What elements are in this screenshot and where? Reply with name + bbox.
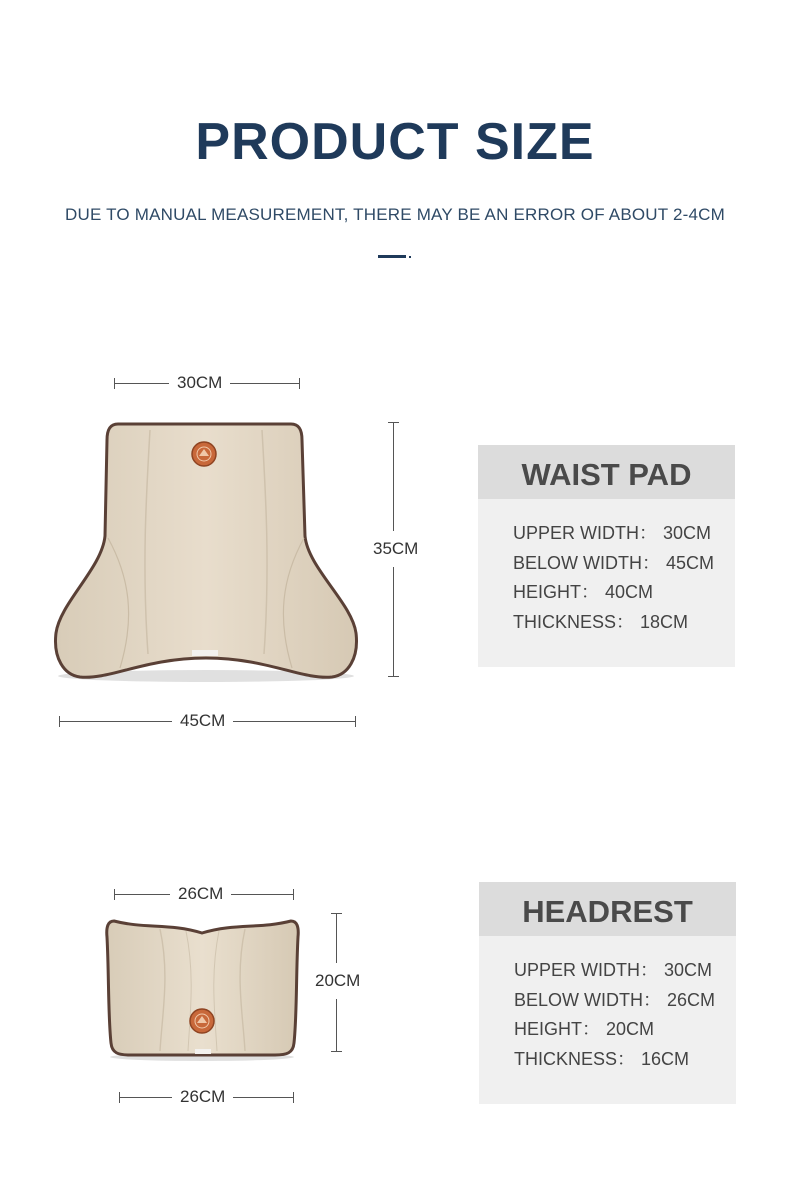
headrest-badge [190, 1009, 214, 1033]
headrest-top-dim-label: 26CM [170, 884, 231, 904]
spec-row: HEIGHT： 20CM [514, 1019, 655, 1040]
waist-top-dim-label: 30CM [169, 373, 230, 393]
waist-bottom-dim-label: 45CM [172, 711, 233, 731]
headrest-image [100, 915, 305, 1065]
waist-pad-image [50, 418, 362, 688]
spec-row: BELOW WIDTH： 45CM [513, 552, 715, 573]
waist-pad-spec-box [478, 445, 735, 667]
waist-pad-spec-list [478, 499, 735, 637]
waist-side-dim-label: 35CM [371, 531, 420, 567]
spec-row: THICKNESS： 18CM [513, 611, 689, 632]
measurement-note: DUE TO MANUAL MEASUREMENT, THERE MAY BE AN ERROR OF ABOUT 2-4CM [65, 205, 725, 224]
headrest-bottom-dim-label: 26CM [172, 1087, 233, 1107]
spec-row: BELOW WIDTH： 26CM [514, 989, 716, 1010]
spec-row: THICKNESS： 16CM [514, 1048, 690, 1069]
headrest-spec-list [479, 936, 736, 1074]
headrest-spec-box [479, 882, 736, 1104]
page-title: PRODUCT SIZE [195, 113, 595, 171]
waist-pad-title: WAIST PAD [478, 445, 735, 499]
title-divider [378, 255, 406, 258]
headrest-side-dim-label: 20CM [313, 963, 362, 999]
title-divider-dot [409, 256, 411, 258]
spec-row: UPPER WIDTH： 30CM [514, 960, 713, 980]
spec-row: HEIGHT： 40CM [513, 582, 654, 603]
headrest-title: HEADREST [479, 882, 736, 936]
spec-row: UPPER WIDTH： 30CM [513, 523, 712, 543]
waist-pad-badge [192, 442, 216, 466]
